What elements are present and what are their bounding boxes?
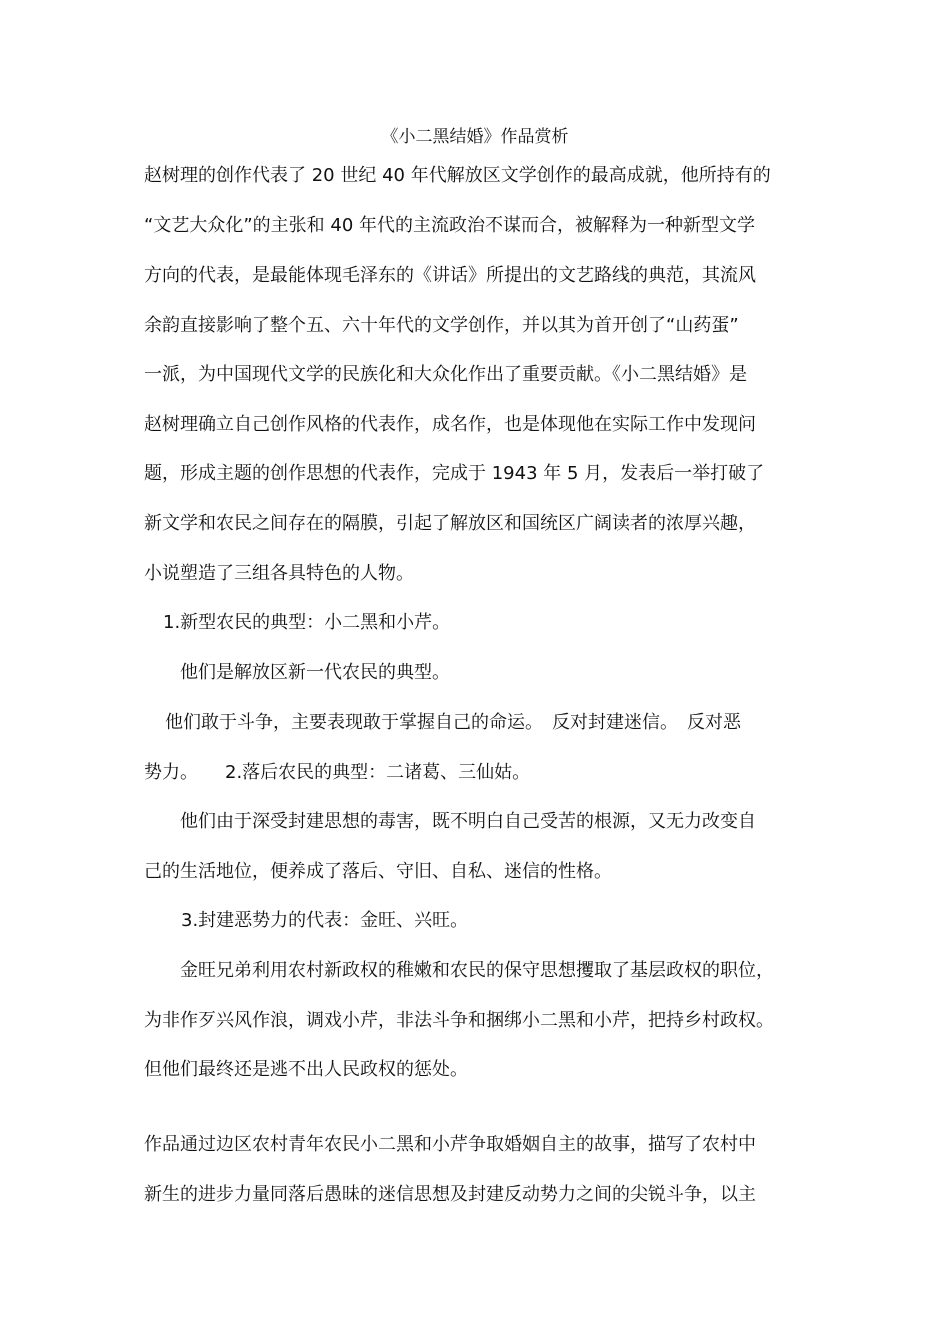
paragraph-line: 金旺兄弟利用农村新政权的稚嫩和农民的保守思想攫取了基层政权的职位， — [180, 960, 774, 981]
paragraph-line: 新生的进步力量同落后愚昧的迷信思想及封建反动势力之间的尖锐斗争，以主 — [144, 1184, 756, 1205]
paragraph-line: 但他们最终还是逃不出人民政权的惩处。 — [144, 1059, 468, 1080]
paragraph-line: 他们由于深受封建思想的毒害，既不明白自己受苦的根源，又无力改变自 — [180, 811, 756, 832]
paragraph-line: 赵树理确立自己创作风格的代表作，成名作，也是体现他在实际工作中发现问 — [144, 414, 756, 435]
paragraph-line: 为非作歹兴风作浪，调戏小芹，非法斗争和捆绑小二黑和小芹，把持乡村政权。 — [144, 1010, 774, 1031]
paragraph-line: 他们是解放区新一代农民的典型。 — [180, 662, 450, 683]
paragraph-line: 余韵直接影响了整个五、六十年代的文学创作，并以其为首开创了“山药蛋” — [144, 315, 739, 336]
list-heading: 1.新型农民的典型：小二黑和小芹。 — [163, 612, 451, 633]
paragraph-line: 方向的代表，是最能体现毛泽东的《讲话》所提出的文艺路线的典范，其流风 — [144, 265, 756, 286]
paragraph-line: 题，形成主题的创作思想的代表作，完成于 1943 年 5 月，发表后一举打破了 — [144, 463, 765, 484]
paragraph-line: 他们敢于斗争，主要表现敢于掌握自己的命运。 反对封建迷信。 反对恶 — [165, 712, 741, 733]
paragraph-line: 赵树理的创作代表了 20 世纪 40 年代解放区文学创作的最高成就，他所持有的 — [144, 165, 771, 186]
paragraph-line: 己的生活地位，便养成了落后、守旧、自私、迷信的性格。 — [144, 861, 612, 882]
document-title: 《小二黑结婚》作品赏析 — [381, 127, 569, 147]
paragraph-line: 新文学和农民之间存在的隔膜，引起了解放区和国统区广阔读者的浓厚兴趣， — [144, 513, 756, 534]
list-heading: 3.封建恶势力的代表：金旺、兴旺。 — [181, 910, 469, 931]
paragraph-line: 一派，为中国现代文学的民族化和大众化作出了重要贡献。《小二黑结婚》是 — [144, 364, 747, 385]
paragraph-line: 作品通过边区农村青年农民小二黑和小芹争取婚姻自主的故事，描写了农村中 — [144, 1134, 756, 1155]
paragraph-line: 小说塑造了三组各具特色的人物。 — [144, 563, 414, 584]
paragraph-line: 势力。 2.落后农民的典型：二诸葛、三仙姑。 — [144, 762, 531, 783]
paragraph-line: “文艺大众化”的主张和 40 年代的主流政治不谋而合，被解释为一种新型文学 — [144, 215, 755, 236]
